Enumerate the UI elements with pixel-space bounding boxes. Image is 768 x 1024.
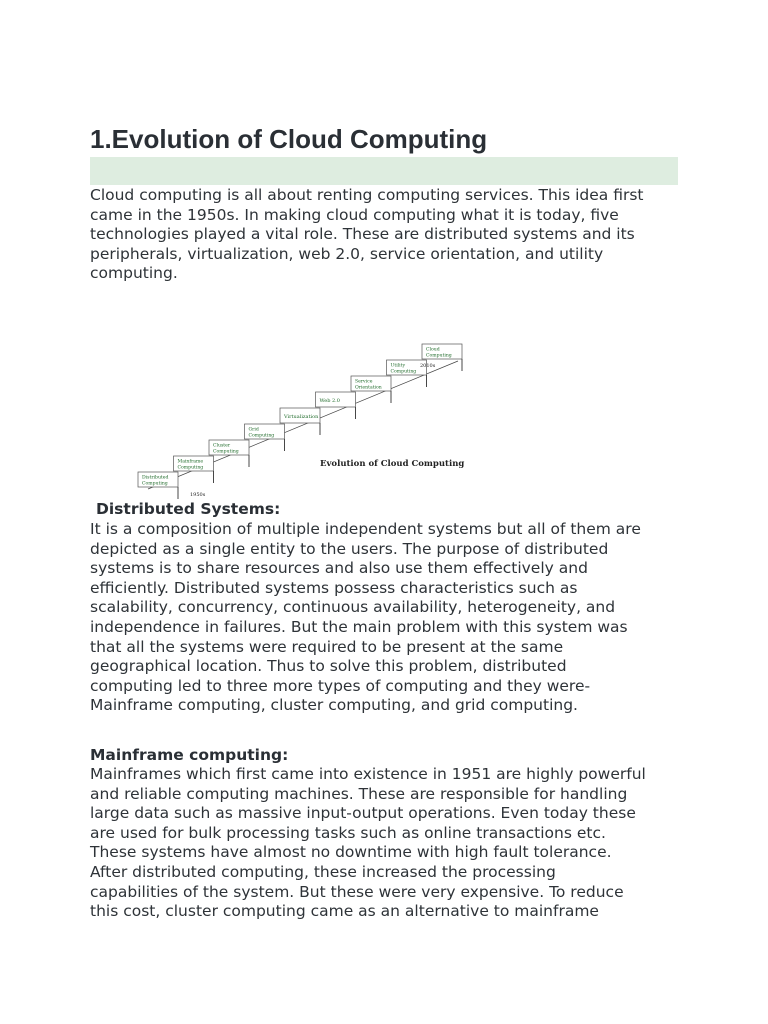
paragraph-line: Mainframe computing, cluster computing, and grid computing.	[90, 696, 578, 715]
paragraph-line: These systems have almost no downtime with high fault tolerance.	[90, 843, 612, 862]
paragraph-line: efficiently. Distributed systems possess characteristics such as	[90, 578, 578, 597]
paragraph-line: and reliable computing machines. These are responsible for handling	[90, 784, 628, 803]
paragraph-line: independence in failures. But the main problem with this system was	[90, 617, 628, 636]
step-label: Cluster	[213, 443, 231, 449]
end-year-label: 2010s	[420, 363, 436, 369]
paragraph-line: computing.	[90, 264, 178, 283]
paragraph-line: that all the systems were required to be present at the same	[90, 637, 564, 656]
step-label: Computing	[390, 369, 417, 375]
step-label: Mainframe	[177, 459, 204, 465]
paragraph-line: depicted as a single entity to the users. The purpose of distributed	[90, 539, 609, 558]
step-label: Computing	[142, 481, 168, 487]
step-label: Computing	[177, 465, 204, 471]
distributed-systems-heading: Distributed Systems:	[96, 500, 281, 518]
paragraph-line: are used for bulk processing tasks such as online transactions etc.	[90, 823, 606, 842]
paragraph-line: systems is to share resources and also use them effectively and	[90, 559, 588, 578]
figure-caption: Evolution of Cloud Computing	[320, 459, 465, 469]
mainframe-computing-paragraph	[90, 765, 690, 922]
step-label: Grid	[248, 427, 259, 433]
paragraph-line: technologies played a vital role. These are distributed systems and its	[90, 225, 635, 244]
page-title: 1.Evolution of Cloud Computing	[90, 124, 488, 154]
distributed-systems-paragraph	[90, 520, 690, 716]
paragraph-line: came in the 1950s. In making cloud computing what it is today, five	[90, 205, 619, 224]
step-label: Computing	[213, 449, 239, 455]
paragraph-line: scalability, concurrency, continuous availability, heterogeneity, and	[90, 598, 616, 617]
paragraph-line: geographical location. Thus to solve this problem, distributed	[90, 657, 567, 676]
staircase-diagram	[130, 320, 490, 500]
paragraph-line: Cloud computing is all about renting computing services. This idea first	[90, 186, 644, 204]
step-label: Virtualization	[284, 414, 319, 420]
paragraph-line: Mainframes which first came into existence in 1951 are highly powerful	[90, 765, 646, 783]
step-label: Distributed	[142, 475, 169, 481]
paragraph-line: computing led to three more types of computing and they were-	[90, 676, 591, 695]
paragraph-line: It is a composition of multiple independent systems but all of them are	[90, 520, 641, 538]
paragraph-line: capabilities of the system. But these were very expensive. To reduce	[90, 882, 624, 901]
step-label: Orientation	[355, 385, 382, 391]
title-highlight-band	[90, 157, 678, 185]
step-label: Computing	[426, 353, 452, 359]
mainframe-computing-heading: Mainframe computing:	[90, 746, 289, 764]
evolution-staircase-figure	[130, 320, 490, 500]
step-label: Cloud	[426, 347, 440, 353]
paragraph-line: peripherals, virtualization, web 2.0, service orientation, and utility	[90, 244, 604, 263]
paragraph-line: After distributed computing, these increased the processing	[90, 862, 556, 881]
paragraph-line: this cost, cluster computing came as an alternative to mainframe	[90, 902, 599, 921]
step-label: Utility	[390, 363, 406, 369]
step-label: Computing	[248, 433, 275, 439]
start-year-label: 1950s	[190, 492, 206, 498]
intro-paragraph	[90, 186, 690, 284]
step-label: Web 2.0	[319, 398, 340, 404]
step-label: Service	[355, 379, 373, 385]
paragraph-line: large data such as massive input-output operations. Even today these	[90, 804, 636, 823]
